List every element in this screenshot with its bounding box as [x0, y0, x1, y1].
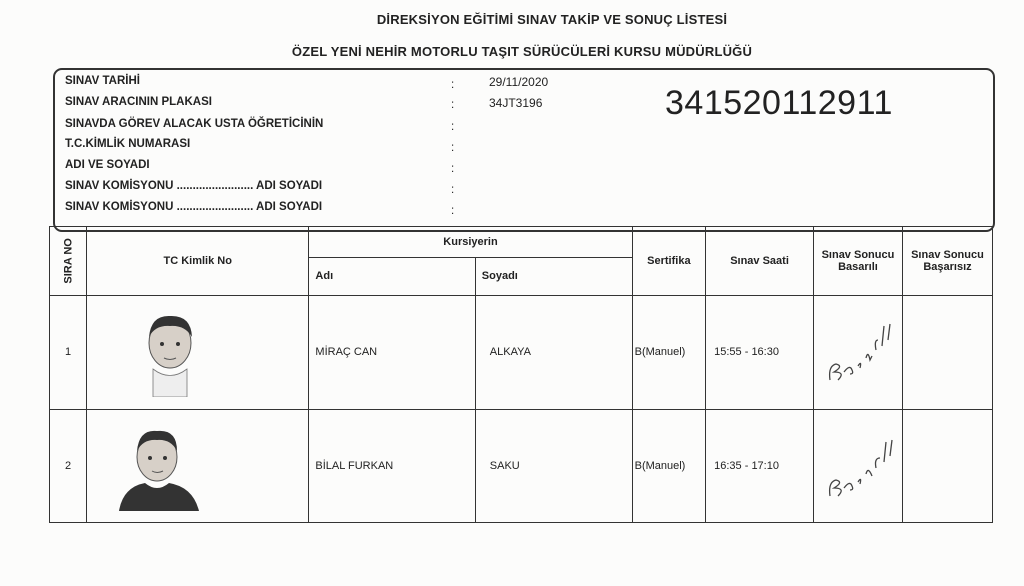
row-adi: BİLAL FURKAN — [309, 410, 475, 523]
row-result-fail — [902, 410, 992, 523]
row-sertifika: B(Manuel) — [632, 295, 706, 410]
row-result-fail — [902, 295, 992, 410]
info-sep-name: : — [451, 163, 455, 175]
row-soyadi: SAKU — [475, 410, 632, 523]
row-soyadi: ALKAYA — [475, 295, 632, 410]
row-saat: 15:55 - 16:30 — [706, 295, 814, 410]
row-photo-cell — [87, 410, 309, 523]
info-label-instructor: SINAVDA GÖREV ALACAK USTA ÖĞRETİCİNİN — [65, 118, 324, 130]
handwritten-result-icon — [824, 430, 896, 502]
header-sertifika: Sertifika — [632, 227, 706, 296]
header-basarisiz: Sınav Sonucu Başarısız — [902, 227, 992, 296]
info-sep-committee-2: : — [451, 205, 455, 217]
row-adi: MİRAÇ CAN — [309, 295, 475, 410]
row-photo-cell — [87, 295, 309, 410]
info-sep-plate: : — [451, 99, 455, 111]
info-label-committee-1: SINAV KOMİSYONU ........................ ADI SOYADI — [65, 180, 323, 192]
row-saat: 16:35 - 17:10 — [706, 410, 814, 523]
table-row — [50, 295, 993, 410]
table-row — [50, 410, 993, 523]
row-sertifika: B(Manuel) — [632, 410, 706, 523]
info-label-committee-2: SINAV KOMİSYONU ........................ ADI SOYADI — [65, 201, 323, 213]
info-label-date: SINAV TARİHİ — [65, 75, 140, 87]
info-label-plate: SINAV ARACININ PLAKASI — [65, 96, 212, 108]
header-saat: Sınav Saati — [706, 227, 814, 296]
header-adi: Adı — [309, 257, 475, 295]
header-sira-no: SIRA NO — [50, 227, 87, 296]
row-result-success — [813, 410, 902, 523]
row-no: 1 — [50, 295, 87, 410]
person-photo-icon — [115, 307, 225, 397]
header-soyadi: Soyadı — [475, 257, 632, 295]
header-kursiyerin: Kursiyerin — [309, 227, 632, 258]
info-label-tc: T.C.KİMLİK NUMARASI — [65, 138, 191, 150]
institution-title: ÖZEL YENİ NEHİR MOTORLU TAŞIT SÜRÜCÜLERİ KURSU MÜDÜRLÜĞÜ — [291, 44, 753, 59]
row-no: 2 — [50, 410, 87, 523]
info-sep-committee-1: : — [451, 184, 455, 196]
info-value-date: 29/11/2020 — [489, 75, 549, 89]
info-label-name: ADI VE SOYADI — [65, 159, 150, 171]
info-sep-instructor: : — [451, 121, 455, 133]
person-photo-icon — [115, 421, 225, 511]
info-sep-tc: : — [451, 142, 455, 154]
exam-number: 341520112911 — [665, 84, 893, 122]
info-value-plate: 34JT3196 — [489, 96, 543, 110]
header-tc: TC Kimlik No — [87, 227, 309, 296]
row-result-success — [813, 295, 902, 410]
exam-info-box — [53, 68, 995, 232]
info-sep-date: : — [451, 79, 455, 91]
document-title: DİREKSİYON EĞİTİMİ SINAV TAKİP VE SONUÇ LİSTESİ — [376, 12, 728, 27]
handwritten-result-icon — [824, 316, 896, 388]
header-basarili: Sınav Sonucu Basarılı — [813, 227, 902, 296]
candidate-table — [49, 226, 993, 523]
